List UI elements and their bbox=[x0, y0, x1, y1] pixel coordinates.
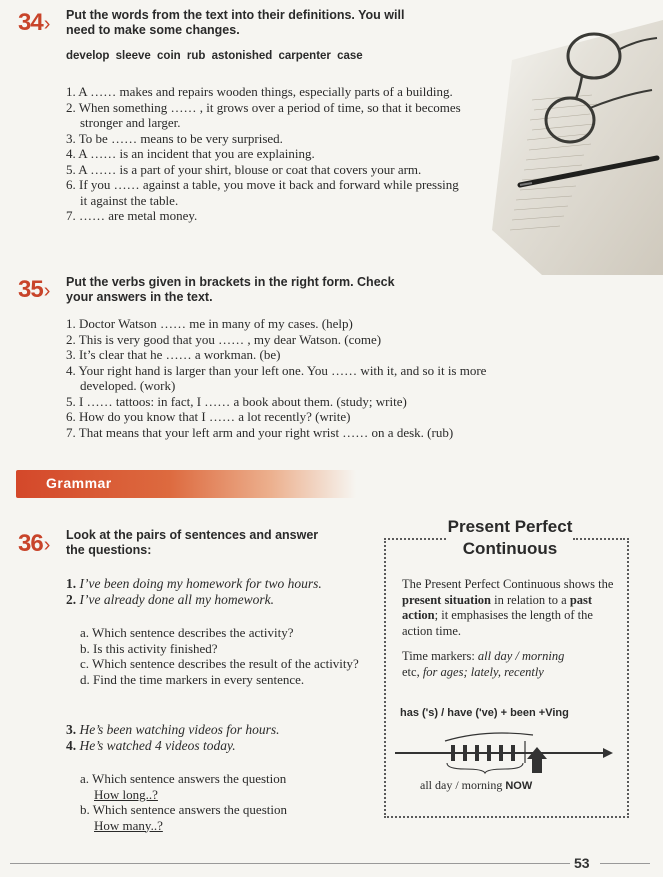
item-text: This is very good that you …… , my dear Watson. (come) bbox=[78, 331, 382, 347]
item-number: b. bbox=[80, 640, 93, 656]
item-text: He’s watched 4 videos today. bbox=[79, 737, 236, 753]
item-number: 6. bbox=[66, 409, 79, 424]
item-text: A …… makes and repairs wooden things, especially parts of a building. bbox=[78, 84, 453, 99]
timeline-diagram bbox=[395, 727, 615, 775]
exercise-35-list bbox=[66, 316, 521, 440]
item-number: 4. bbox=[66, 362, 79, 378]
exercise-36-number: 36› bbox=[18, 530, 50, 557]
item-text: I’ve been doing my homework for two hours. bbox=[79, 576, 322, 591]
item-text: When something …… , it grows over a period of time, so that it becomes stronger and larger. bbox=[78, 99, 461, 130]
item-text: A …… is a part of your shirt, blouse or coat that covers your arm. bbox=[78, 161, 422, 177]
list-item bbox=[66, 394, 521, 410]
list-item bbox=[66, 84, 466, 100]
item-number: b. bbox=[80, 802, 93, 817]
question-link: How many..? bbox=[94, 817, 163, 833]
item-number: 2. bbox=[66, 591, 80, 607]
item-text: Which sentence answers the question bbox=[92, 771, 287, 786]
item-number: 3. bbox=[66, 722, 80, 737]
item-number: 1. bbox=[66, 576, 80, 591]
item-number: 3. bbox=[66, 347, 79, 362]
item-text: Which sentence describes the activity? bbox=[92, 625, 294, 640]
item-number: 6. bbox=[66, 177, 79, 192]
sentence-pair-1 bbox=[66, 576, 376, 607]
item-text: How do you know that I …… a lot recently? (write) bbox=[79, 409, 351, 424]
list-item bbox=[80, 672, 380, 688]
questions-set-1 bbox=[80, 625, 380, 687]
item-text: A …… is an incident that you are explaining. bbox=[78, 146, 315, 161]
list-item bbox=[66, 425, 521, 441]
exercise-34-instruction: Put the words from the text into their definitions. You will need to make some changes. bbox=[66, 8, 405, 37]
item-number: 1. bbox=[66, 316, 79, 331]
list-item bbox=[66, 592, 376, 608]
grammar-label: Grammar bbox=[46, 475, 112, 491]
exercise-35-number: 35› bbox=[18, 276, 50, 303]
item-number: 3. bbox=[66, 130, 79, 146]
exercise-36-instruction: Look at the pairs of sentences and answer the questions: bbox=[66, 528, 319, 557]
grammar-section-banner bbox=[16, 470, 356, 498]
item-text: He’s been watching videos for hours. bbox=[79, 722, 280, 737]
list-item bbox=[66, 722, 376, 738]
list-item bbox=[66, 316, 521, 332]
item-text: Your right hand is larger than your left one. You …… with it, and so it is more developed. (work) bbox=[78, 362, 487, 393]
item-text: That means that your left arm and your right wrist …… on a desk. (rub) bbox=[78, 424, 454, 440]
item-text: Doctor Watson …… me in many of my cases. (help) bbox=[79, 316, 353, 331]
item-text: …… are metal money. bbox=[79, 208, 198, 223]
sentence-pair-2 bbox=[66, 722, 376, 753]
item-number: a. bbox=[80, 625, 93, 640]
list-item bbox=[80, 625, 380, 641]
item-text: Is this activity finished? bbox=[93, 640, 218, 656]
question-link: How long..? bbox=[94, 786, 158, 802]
exercise-35-instruction: Put the verbs given in brackets in the right form. Check your answers in the text. bbox=[66, 275, 395, 304]
list-item bbox=[66, 177, 466, 208]
item-text: Find the time markers in every sentence. bbox=[93, 671, 305, 687]
item-text: Which sentence answers the question bbox=[92, 802, 287, 817]
exercise-34-list bbox=[66, 84, 466, 224]
item-number: 5. bbox=[66, 161, 79, 177]
item-text: If you …… against a table, you move it back and forward while pressing it against the table. bbox=[79, 177, 459, 208]
list-item bbox=[66, 100, 466, 131]
list-item bbox=[66, 131, 466, 147]
glasses-pen-photo bbox=[472, 0, 663, 275]
item-number: a. bbox=[80, 771, 93, 786]
list-item bbox=[80, 656, 380, 672]
exercise-34-number: 34› bbox=[18, 9, 50, 36]
list-item bbox=[66, 162, 466, 178]
list-item bbox=[66, 576, 376, 592]
item-number: 1. bbox=[66, 84, 79, 99]
item-number: 7. bbox=[66, 208, 79, 223]
item-number: 2. bbox=[66, 331, 79, 347]
rule-box-description: The Present Perfect Continuous shows the present situation in relation to a past action; it emphasises the length of the action time. bbox=[402, 577, 614, 638]
list-item bbox=[80, 802, 380, 833]
rule-box-formula: has ('s) / have ('ve) + been +Ving bbox=[400, 707, 569, 719]
item-number: d. bbox=[80, 671, 93, 687]
page-number: 53 bbox=[574, 855, 590, 871]
item-number: c. bbox=[80, 656, 93, 671]
word-box: develop sleeve coin rub astonished carpenter case bbox=[66, 50, 363, 62]
list-item bbox=[80, 771, 380, 802]
list-item bbox=[66, 409, 521, 425]
item-number: 4. bbox=[66, 146, 79, 161]
item-number: 7. bbox=[66, 424, 79, 440]
footer-rule-right bbox=[600, 863, 650, 864]
list-item bbox=[80, 641, 380, 657]
item-number: 4. bbox=[66, 737, 80, 753]
item-text: I …… tattoos: in fact, I …… a book about them. (study; write) bbox=[79, 393, 407, 409]
list-item bbox=[66, 146, 466, 162]
questions-set-2 bbox=[80, 771, 380, 833]
rule-box-time-markers: Time markers: all day / morning etc, for ages; lately, recently bbox=[402, 649, 565, 679]
list-item bbox=[66, 347, 521, 363]
item-text: I’ve already done all my homework. bbox=[79, 591, 274, 607]
item-text: It’s clear that he …… a workman. (be) bbox=[79, 347, 281, 362]
footer-rule-left bbox=[10, 863, 570, 864]
list-item bbox=[66, 332, 521, 348]
item-number: 2. bbox=[66, 99, 79, 115]
item-text: To be …… means to be very surprised. bbox=[78, 130, 283, 146]
list-item bbox=[66, 208, 466, 224]
list-item bbox=[66, 738, 376, 754]
item-text: Which sentence describes the result of the activity? bbox=[92, 656, 359, 671]
item-number: 5. bbox=[66, 393, 79, 409]
timeline-label: all day / morning NOW bbox=[420, 778, 533, 792]
list-item bbox=[66, 363, 521, 394]
rule-box-title: Present Perfect Continuous bbox=[447, 517, 573, 558]
